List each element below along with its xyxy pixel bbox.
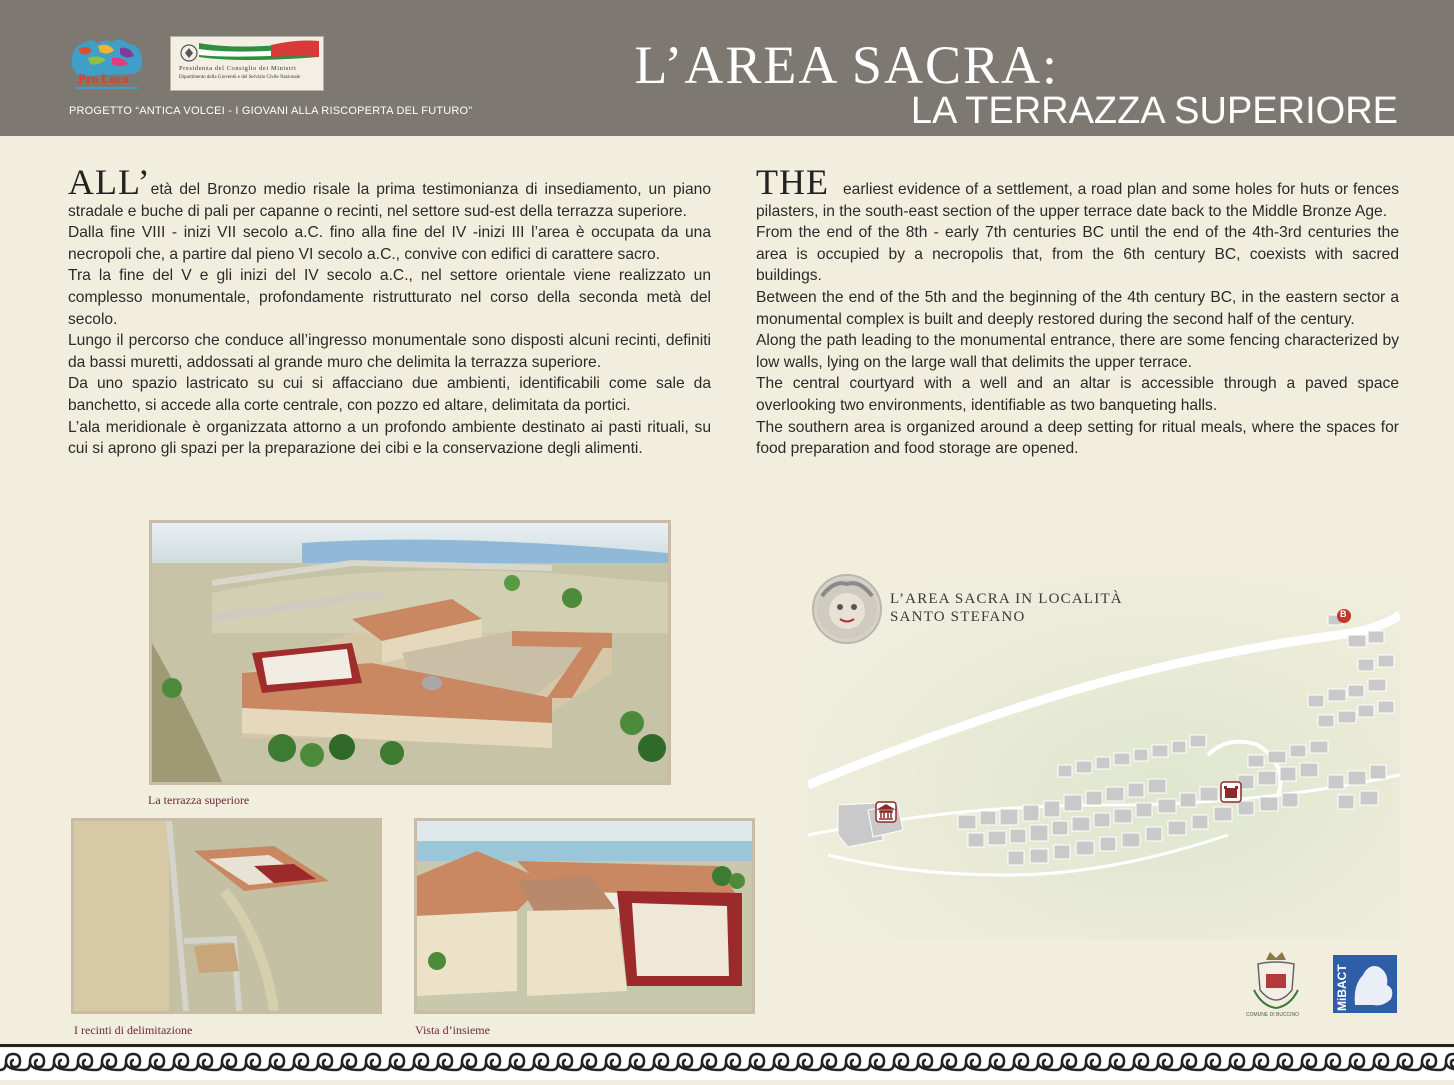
italian-paragraph — [68, 162, 711, 222]
italian-paragraph: Dalla fine VIII - inizi VII secolo a.C. fino alla fine del IV -inizi III l’area è occupata da una necropoli che, a partire dal pieno VI secolo a.C., convive con edifici di carattere sacro. — [68, 224, 711, 263]
upper-terrace-model-photo — [149, 520, 671, 785]
marker-b-label: B — [1340, 609, 1347, 619]
photo2-caption: I recinti di delimitazione — [74, 1023, 193, 1037]
comune-label: COMUNE DI BUCCINO — [1246, 1012, 1300, 1018]
english-paragraph: Along the path leading to the monumental entrance, there are some fencing characterized by low walls, lying on the large wall that delimits the upper terrace. — [756, 332, 1399, 371]
overall-view-photo — [414, 818, 755, 1014]
site-map — [808, 575, 1400, 939]
english-paragraph: The central courtyard with a well and an altar is accessible through a paved space overlooking two environments, identifiable as two banqueting halls. — [756, 375, 1399, 414]
map-title-line1: L’AREA SACRA IN LOCALITÀ — [890, 591, 1123, 607]
english-dropcap: THE — [756, 162, 829, 202]
map-title-line2: SANTO STEFANO — [890, 609, 1026, 625]
enclosure-walls-photo — [71, 818, 382, 1014]
government-logo-line2: Dipartimento della Gioventù e del Servizio Civile Nazionale — [179, 75, 301, 80]
english-paragraph: The southern area is organized around a deep setting for ritual meals, where the spaces for food preparation and food storage are opened. — [756, 418, 1399, 458]
mibact-logo — [1333, 955, 1397, 1013]
page-subtitle: LA TERRAZZA SUPERIORE — [910, 90, 1398, 132]
italian-paragraph-text: età del Bronzo medio risale la prima testimonianza di insediamento, un piano stradale e buche di pali per capanne o recinti, nel settore sud-est della terrazza superiore. — [68, 181, 711, 220]
decorative-wave-border — [0, 1044, 1454, 1080]
mibact-logo-text: MiBACT — [1335, 964, 1349, 1011]
italian-text-column — [68, 162, 711, 460]
government-logo — [170, 36, 324, 91]
government-logo-line1: Presidenza del Consiglio dei Ministri — [179, 65, 297, 72]
map-title — [890, 590, 1123, 626]
english-paragraph-text: earliest evidence of a settlement, a road plan and some holes for huts or fences pilasters, in the south-east section of the upper terrace date back to the Middle Bronze Age. — [756, 181, 1399, 220]
italian-paragraph: L’ala meridionale è organizzata attorno a un profondo ambiente destinato ai pasti rituali, su cui si aprono gli spazi per la preparazione dei cibi e la conservazione degli alimenti. — [68, 418, 711, 458]
project-name: PROGETTO “ANTICA VOLCEI - I GIOVANI ALLA RISCOPERTA DEL FUTURO” — [69, 105, 473, 117]
proloco-logo-text: Pro Loco — [78, 71, 129, 86]
english-text-column — [756, 162, 1399, 460]
italian-dropcap: ALL’ — [68, 162, 151, 202]
italian-paragraph: Da uno spazio lastricato su cui si affacciano due ambienti, identificabili come sale da banchetto, si accede alla corte centrale, con pozzo ed altare, delimitata da portici. — [68, 375, 711, 414]
photo3-caption: Vista d’insieme — [415, 1023, 490, 1037]
museum-marker — [876, 802, 896, 822]
header-band — [0, 0, 1454, 136]
english-paragraph: Between the end of the 5th and the beginning of the 4th century BC, in the eastern sector a monumental complex is built and deeply restored during the second half of the century. — [756, 288, 1399, 328]
sacred-area-marker — [1221, 782, 1241, 802]
italian-paragraph: Lungo il percorso che conduce all’ingresso monumentale sono disposti alcuni recinti, definiti da bassi muretti, addossati al grande muro che delimita la terrazza superiore. — [68, 332, 711, 371]
medusa-medallion-icon — [812, 574, 882, 644]
english-paragraph — [756, 162, 1399, 222]
photo1-caption: La terrazza superiore — [148, 793, 250, 807]
english-paragraph: From the end of the 8th - early 7th centuries BC until the end of the 4th-3rd centuries the area is occupied by a necropolis that, from the 6th century BC, coexists with sacred buildings. — [756, 224, 1399, 285]
proloco-logo — [68, 36, 146, 94]
comune-crest-icon — [1248, 950, 1304, 1020]
italian-paragraph: Tra la fine del V e gli inizi del IV secolo a.C., nel settore orientale viene realizzato un complesso monumentale, profondamente ristrutturato nel corso della seconda metà del secolo. — [68, 267, 711, 328]
page-title: L’AREA SACRA: — [634, 35, 1059, 95]
